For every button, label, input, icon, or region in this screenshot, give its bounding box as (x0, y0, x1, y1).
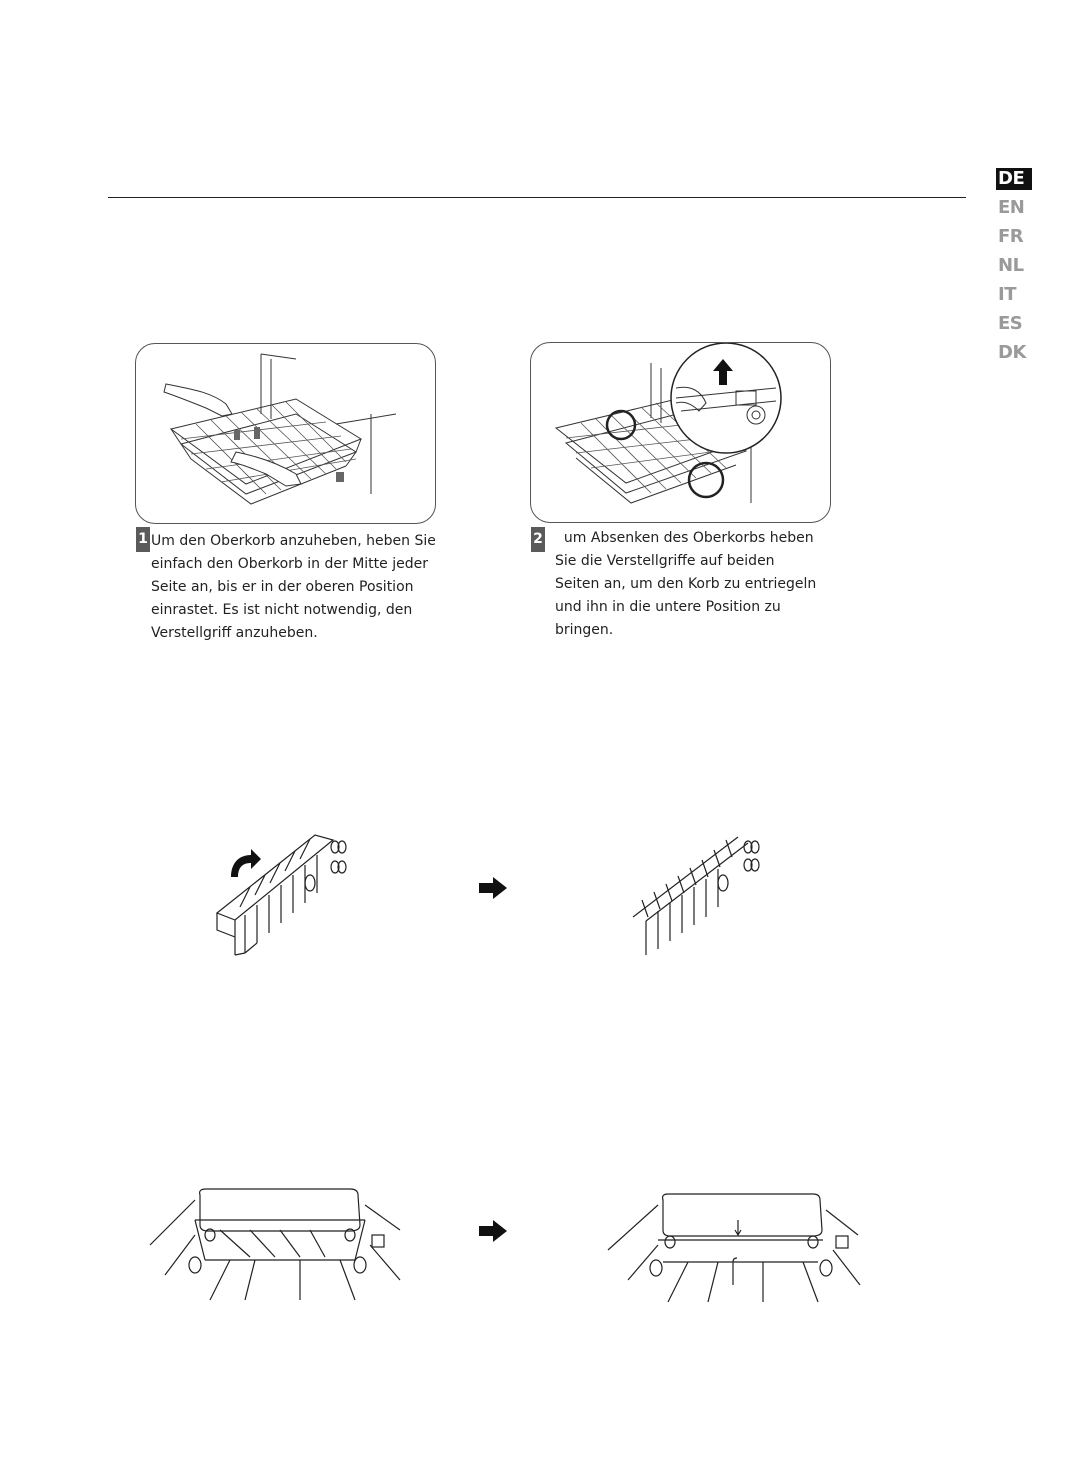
basket-wheels-adjusted-illustration (608, 1190, 863, 1305)
step-1-badge: 1 (136, 527, 150, 552)
curved-arrow-icon (231, 849, 261, 877)
lang-tab-es[interactable]: ES (998, 313, 1023, 334)
basket-lift-illustration (136, 344, 435, 523)
lang-tab-de[interactable]: DE (996, 168, 1032, 190)
right-arrow-icon-2 (479, 1220, 507, 1242)
lang-tab-fr[interactable]: FR (998, 226, 1024, 247)
lang-tab-dk[interactable]: DK (998, 342, 1026, 363)
basket-wheels-illustration (150, 1185, 405, 1305)
step-1-text: Um den Oberkorb anzuheben, heben Sie einfach den Oberkorb in der Mitte jeder Seite an, bis er in der oberen Position einrastet. Es ist nicht notwendig, den Verstellgriff anzuheben. (151, 533, 436, 641)
rack-upright-illustration (205, 825, 365, 965)
rack-folded-illustration (628, 825, 778, 965)
step-2-text: um Absenken des Oberkorbs heben Sie die Verstellgriffe auf beiden Seiten an, um den Korb zu entriegeln und ihn in die untere Position zu bringen. (555, 530, 817, 638)
step2-illustration-panel (530, 342, 831, 523)
lang-tab-it[interactable]: IT (998, 284, 1016, 305)
language-nav (996, 168, 1036, 371)
lang-tab-en[interactable]: EN (998, 197, 1025, 218)
right-arrow-icon (479, 877, 507, 899)
header-rule (108, 197, 966, 198)
step-2-badge: 2 (531, 527, 545, 552)
step1-illustration-panel (135, 343, 436, 524)
lang-tab-nl[interactable]: NL (998, 255, 1024, 276)
basket-lower-illustration (531, 343, 830, 522)
